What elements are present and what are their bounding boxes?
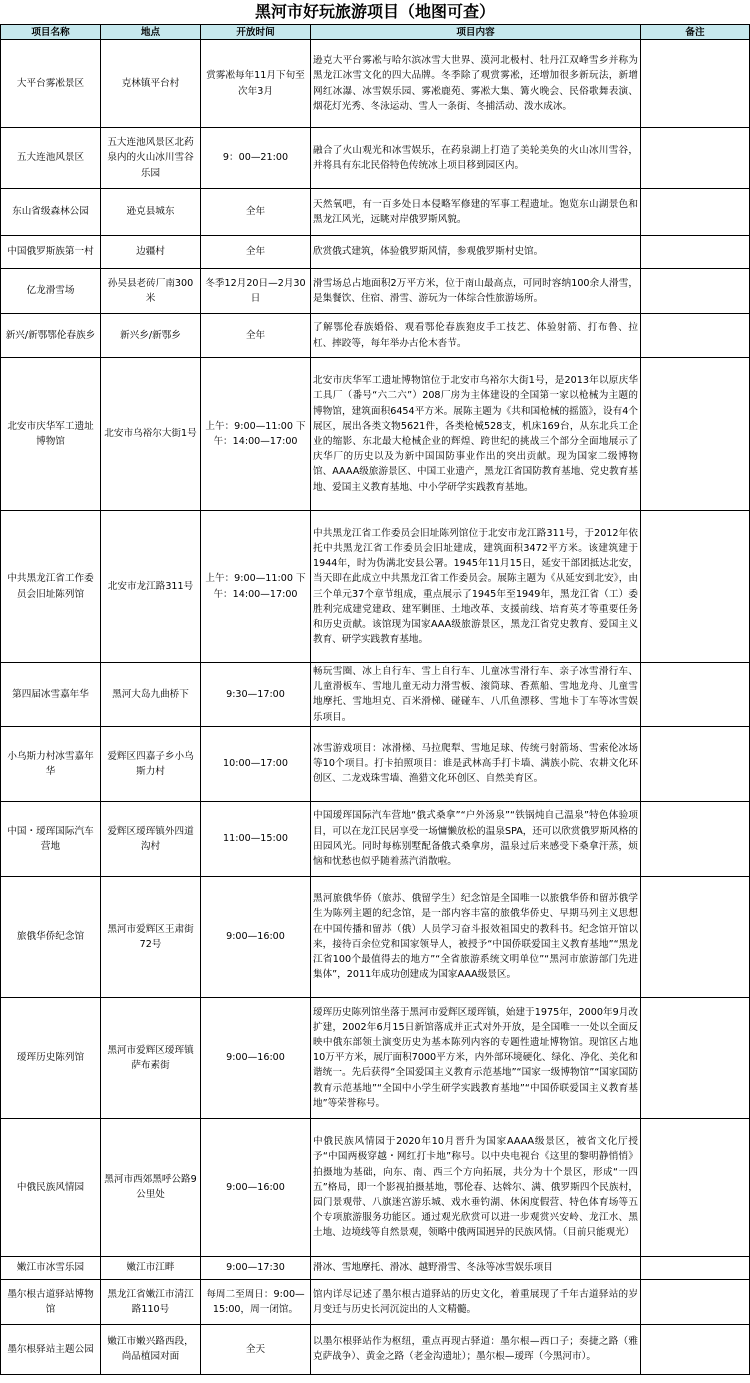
cell-name: 北安市庆华军工遗址博物馆 <box>1 358 101 511</box>
table-row <box>1 997 750 1118</box>
cell-place: 北安市乌裕尔大街1号 <box>101 358 201 511</box>
cell-place: 逊克县城东 <box>101 189 201 236</box>
cell-name: 亿龙滑雪场 <box>1 269 101 314</box>
cell-time: 9:00—16:00 <box>201 997 311 1118</box>
cell-place: 爱辉区四嘉子乡小乌斯力村 <box>101 726 201 801</box>
cell-content: 瑷珲历史陈列馆坐落于黑河市爱辉区瑷珲镇，始建于1975年，2000年9月改扩建，2002年6月15日新馆落成并正式对外开放，是全国唯一一处以全面反映中俄东部领土演变历史为基本陈列内容的专题性遗址博物馆。现馆区占地10万平方米，展厅面积7000平方米，内外部环境硬化、绿化、净化、美化和谐统一。先后获得“全国爱国主义教育示范基地”“国家一级博物馆”“国家国防教育示范基地”“全国中小学生研学实践教育基地”“中国侨联爱国主义教育基地”等荣誉称号。 <box>311 997 641 1118</box>
cell-content: 中俄民族风情园于2020年10月晋升为国家AAAA级景区，被省文化厅授予“中国两极穿越・网红打卡地”称号。以中央电视台《这里的黎明静悄悄》拍摄地为基础，向东、南、西三个方向拓展，共分为十个景区，形成“一四五”格局，即一个影视拍摄基地，鄂伦春、达斡尔、满、俄罗斯四个民族村，园门景观带、八旗迷宫游乐城、戏水垂钓湖、休闲度假营、特色体育场等五个专项旅游服务功能区。通过观光欣赏可以进一步观赏兴安岭、龙江水、黑土地、边境线等自然景观，领略中俄两国迥异的民族风情。（目前只能观光） <box>311 1118 641 1256</box>
cell-place: 五大连池风景区北药泉内的火山冰川雪谷乐园 <box>101 128 201 189</box>
cell-time: 上午：9:00—11:00 下午：14:00—17:00 <box>201 358 311 511</box>
cell-place: 黑河大岛九曲桥下 <box>101 663 201 727</box>
cell-name: 中国俄罗斯族第一村 <box>1 236 101 269</box>
cell-content: 冰雪游戏项目：冰滑梯、马拉爬犁、雪地足球、传统弓射箭场、雪索伦冰场等10个项目。打卡拍照项目：谁是武林高手打卡墙、满族小院、农耕文化环创区、二龙戏珠雪墙、渔猎文化环创区、自然美育区。 <box>311 726 641 801</box>
cell-name: 新兴/新鄂鄂伦春族乡 <box>1 314 101 358</box>
table-row <box>1 511 750 663</box>
table-row <box>1 801 750 876</box>
cell-note <box>641 997 750 1118</box>
cell-name: 嫩江市冰雪乐园 <box>1 1256 101 1279</box>
table-row <box>1 663 750 727</box>
cell-note <box>641 1256 750 1279</box>
cell-name: 大平台雾凇景区 <box>1 40 101 128</box>
cell-place: 嫩江市嫩兴路西段，尚品植园对面 <box>101 1324 201 1374</box>
cell-time: 9:00—16:00 <box>201 876 311 997</box>
cell-time: 赏雾凇每年11月下旬至次年3月 <box>201 40 311 128</box>
cell-note <box>641 1279 750 1324</box>
cell-place: 黑河市爱辉区王肃街72号 <box>101 876 201 997</box>
cell-time: 冬季12月20日—2月30日 <box>201 269 311 314</box>
header-place: 地点 <box>101 25 201 40</box>
cell-note <box>641 1324 750 1374</box>
cell-content: 融合了火山观光和冰雪娱乐，在药泉湖上打造了美轮美奂的火山冰川雪谷，并将具有东北民俗特色传统冰上项目移到园区内。 <box>311 128 641 189</box>
cell-time: 9:00—17:30 <box>201 1256 311 1279</box>
cell-content: 中国瑷珲国际汽车营地“俄式桑拿”“户外汤泉”“铁锅炖自己温泉”特色体验项目，可以在龙江民居享受一场慵懒放松的温泉SPA，还可以欣赏俄罗斯风格的田园风光。同时每栋别墅配备俄式桑拿房，温泉过后来感受下桑拿汗蒸，烦恼和忧愁也似乎随着蒸汽消散啦。 <box>311 801 641 876</box>
table-row <box>1 269 750 314</box>
cell-place: 嫩江市江畔 <box>101 1256 201 1279</box>
table-row <box>1 358 750 511</box>
cell-note <box>641 801 750 876</box>
cell-name: 小乌斯力村冰雪嘉年华 <box>1 726 101 801</box>
cell-note <box>641 236 750 269</box>
cell-note <box>641 314 750 358</box>
header-time: 开放时间 <box>201 25 311 40</box>
cell-name: 中俄民族风情园 <box>1 1118 101 1256</box>
cell-name: 第四届冰雪嘉年华 <box>1 663 101 727</box>
cell-content: 馆内详尽记述了墨尔根古道驿站的历史文化，着重展现了千年古道驿站的岁月变迁与历史长河沉淀出的人文精髓。 <box>311 1279 641 1324</box>
cell-note <box>641 876 750 997</box>
table-header-row <box>1 25 750 40</box>
cell-content: 黑河旅俄华侨（旅苏、俄留学生）纪念馆是全国唯一以旅俄华侨和留苏俄学生为陈列主题的纪念馆，是一部内容丰富的旅俄华侨史、早期马列主义思想在中国传播和留苏（俄）人员学习奋斗报效祖国史的教科书。纪念馆开馆以来，接待百余位党和国家领导人，被授予“中国侨联爱国主义教育基地”“黑龙江省100个最值得去的地方”“全省旅游系统文明单位”“黑河市旅游部门先进集体”，2011年成功创建成为国家AAA级景区。 <box>311 876 641 997</box>
cell-name: 瑷珲历史陈列馆 <box>1 997 101 1118</box>
cell-place: 爱辉区瑷珲镇外四道沟村 <box>101 801 201 876</box>
cell-place: 黑河市西郊黑呼公路9公里处 <box>101 1118 201 1256</box>
cell-name: 中共黑龙江省工作委员会旧址陈列馆 <box>1 511 101 663</box>
cell-name: 东山省级森林公园 <box>1 189 101 236</box>
cell-time: 9:30—17:00 <box>201 663 311 727</box>
cell-content: 了解鄂伦春族婚俗、观看鄂伦春族狍皮手工技艺、体验射箭、打布鲁、拉杠、摔跤等，每年举办古伦木沓节。 <box>311 314 641 358</box>
cell-time: 全年 <box>201 314 311 358</box>
table-row <box>1 1256 750 1279</box>
cell-content: 滑雪场总占地面积2万平方米，位于南山最高点，可同时容纳100余人滑雪，是集餐饮、住宿、滑雪、游玩为一体综合性旅游场所。 <box>311 269 641 314</box>
cell-place: 边疆村 <box>101 236 201 269</box>
cell-name: 五大连池风景区 <box>1 128 101 189</box>
page-title: 黑河市好玩旅游项目（地图可查） <box>254 2 495 21</box>
cell-name: 墨尔根古道驿站博物馆 <box>1 1279 101 1324</box>
header-note: 备注 <box>641 25 750 40</box>
cell-name: 中国・瑷珲国际汽车营地 <box>1 801 101 876</box>
cell-note <box>641 663 750 727</box>
cell-note <box>641 726 750 801</box>
cell-time: 9：00—21:00 <box>201 128 311 189</box>
cell-place: 孙吴县老砖厂南300米 <box>101 269 201 314</box>
cell-place: 黑龙江省嫩江市清江路110号 <box>101 1279 201 1324</box>
cell-time: 全年 <box>201 189 311 236</box>
header-name: 项目名称 <box>1 25 101 40</box>
table-row <box>1 876 750 997</box>
cell-content: 天然氧吧，有一百多处日本侵略军修建的军事工程遗址。饱览东山湖景色和黑龙江风光，远眺对岸俄罗斯风貌。 <box>311 189 641 236</box>
cell-time: 每周二至周日：9:00—15:00，周一闭馆。 <box>201 1279 311 1324</box>
cell-time: 11:00—15:00 <box>201 801 311 876</box>
table-row <box>1 1279 750 1324</box>
cell-content: 欣赏俄式建筑，体验俄罗斯风情，参观俄罗斯村史馆。 <box>311 236 641 269</box>
table-row <box>1 1324 750 1374</box>
cell-content: 滑冰、雪地摩托、滑冰、越野滑雪、冬泳等冰雪娱乐项目 <box>311 1256 641 1279</box>
attractions-table <box>0 24 750 1375</box>
cell-content: 逊克大平台雾凇与哈尔滨冰雪大世界、漠河北极村、牡丹江双峰雪乡并称为黑龙江冰雪文化的四大品牌。冬季除了观赏雾凇，还增加很多新玩法，新增网红冰瀑、冰雪娱乐园、雾凇鹿苑、雾凇大集、篝火晚会、民俗歌舞表演、烟花灯光秀、冬泳运动、雪人一条街、冬捕活动、泼水成冰。 <box>311 40 641 128</box>
cell-time: 全年 <box>201 236 311 269</box>
table-row <box>1 189 750 236</box>
cell-note <box>641 40 750 128</box>
cell-note <box>641 358 750 511</box>
cell-note <box>641 189 750 236</box>
cell-name: 旅俄华侨纪念馆 <box>1 876 101 997</box>
table-row <box>1 726 750 801</box>
cell-content: 畅玩雪圈、冰上自行车、雪上自行车、儿童冰雪滑行车、亲子冰雪滑行车、儿童滑板车、雪地儿童无动力滑雪板、滚筒球、香蕉船、雪地龙舟、儿童雪地摩托、雪地坦克、百米滑梯、碰碰车、八爪鱼漂移、雪地卡丁车等冰雪娱乐项目。 <box>311 663 641 727</box>
cell-place: 北安市龙江路311号 <box>101 511 201 663</box>
cell-time: 上午：9:00—11:00 下午：14:00—17:00 <box>201 511 311 663</box>
cell-name: 墨尔根驿站主题公园 <box>1 1324 101 1374</box>
cell-place: 克林镇平台村 <box>101 40 201 128</box>
cell-content: 以墨尔根驿站作为枢纽，重点再现古驿道：墨尔根—西口子；奏捷之路（雅克萨战争）、黄金之路（老金沟遗址）；墨尔根—瑷珲（今黑河市）。 <box>311 1324 641 1374</box>
cell-note <box>641 128 750 189</box>
cell-note <box>641 511 750 663</box>
header-content: 项目内容 <box>311 25 641 40</box>
table-row <box>1 236 750 269</box>
cell-note <box>641 269 750 314</box>
cell-content: 北安市庆华军工遗址博物馆位于北安市乌裕尔大街1号，是2013年以原庆华工具厂（番号“六二六”）208厂房为主体建设的全国第一家以枪械为主题的博物馆，建筑面积6454平方米。展陈主题为《共和国枪械的摇篮》，设有4个展区，展出各类文物5621件，各类枪械528支，机床169台，从东北兵工企业的缩影、东北最大枪械企业的辉煌、跨世纪的挑战三个部分全面地展示了庆华厂的历史以及为新中国国防事业作出的突出贡献。现为国家二级博物馆、AAAA级旅游景区、中国工业遗产，黑龙江省国防教育基地、党史教育基地、爱国主义教育基地、中小学研学实践教育基地。 <box>311 358 641 511</box>
cell-time: 9:00—16:00 <box>201 1118 311 1256</box>
cell-content: 中共黑龙江省工作委员会旧址陈列馆位于北安市龙江路311号，于2012年依托中共黑龙江省工作委员会旧址建成，建筑面积3472平方米。该建筑建于1944年，时为伪满北安县公署。1945年11月15日，延安干部团抵达北安，当天即在此成立中共黑龙江省工作委员会。展陈主题为《从延安到北安》，由三个单元37个章节组成，重点展示了1945年至1949年，黑龙江省（工）委胜利完成建党建政、建军剿匪、土地改革、支援前线、培育英才等重要任务和历史贡献。该馆现为国家AAA级旅游景区，黑龙江省党史教育、爱国主义教育、研学实践教育基地。 <box>311 511 641 663</box>
cell-place: 黑河市爱辉区瑷珲镇萨布素街 <box>101 997 201 1118</box>
table-row <box>1 1118 750 1256</box>
cell-time: 全天 <box>201 1324 311 1374</box>
table-row <box>1 314 750 358</box>
table-row <box>1 40 750 128</box>
cell-note <box>641 1118 750 1256</box>
cell-time: 10:00—17:00 <box>201 726 311 801</box>
cell-place: 新兴乡/新鄂乡 <box>101 314 201 358</box>
table-row <box>1 128 750 189</box>
